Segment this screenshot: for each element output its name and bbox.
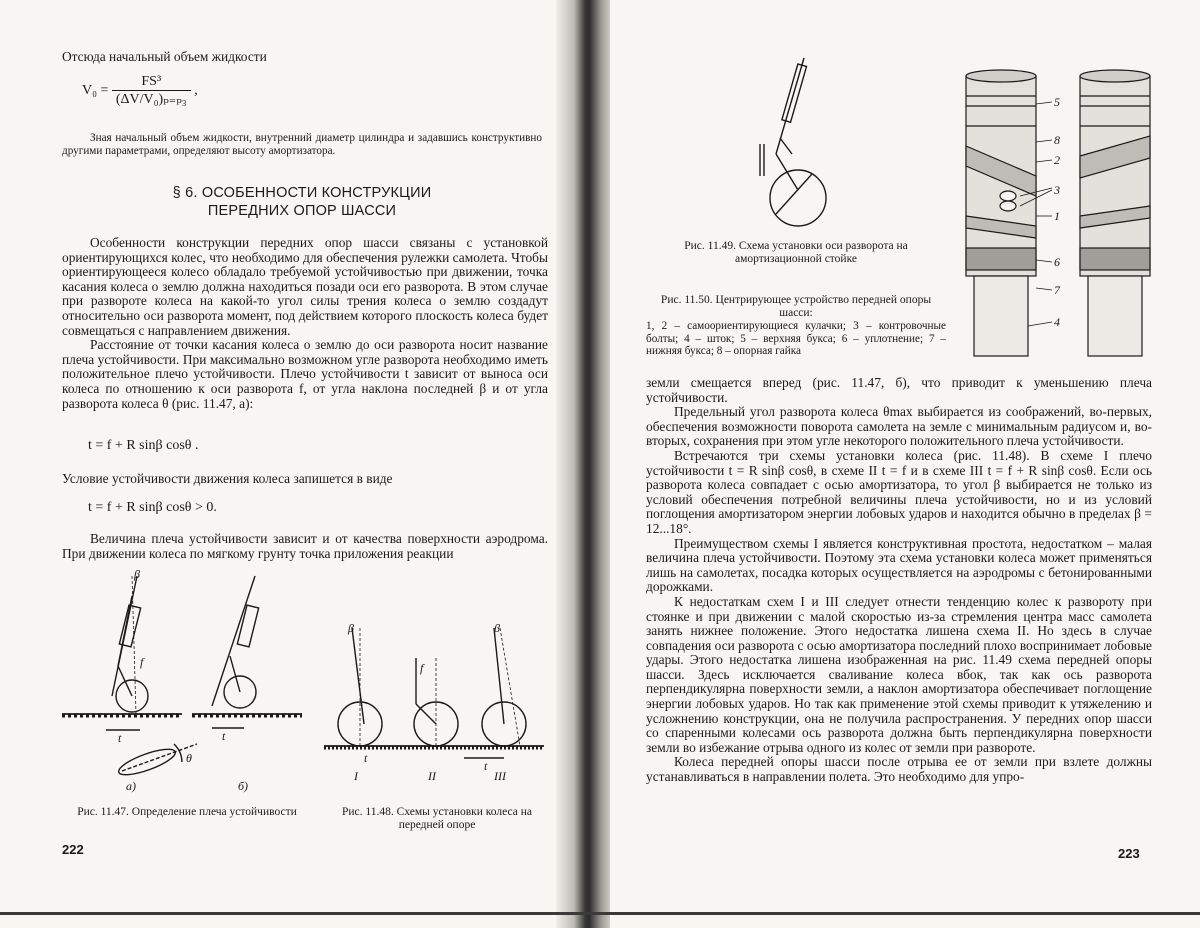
fig48-label-beta-1: β <box>348 621 354 635</box>
figure-11-50 <box>960 66 1190 366</box>
right-page-number: 223 <box>1118 846 1140 861</box>
formula-v0-tail: , <box>194 83 198 99</box>
formula-1: t = f + R sinβ cosθ . <box>88 438 199 453</box>
left-body <box>62 236 548 411</box>
fig48-label-t3: t <box>484 759 488 773</box>
right-para-6: Колеса передней опоры шасси после отрыва ее от земли при взлете должны устанавливаться в направлении полета. Это необходимо для упро- <box>646 754 1152 785</box>
right-body <box>646 376 1152 785</box>
section-heading <box>62 184 542 220</box>
fig50-label-1: 1 <box>1054 209 1060 223</box>
section-heading-line2: ПЕРЕДНИХ ОПОР ШАССИ <box>207 203 397 219</box>
fig47-label-t: t <box>118 731 122 745</box>
right-para-1: земли смещается вперед (рис. 11.47, б), что приводит к уменьшению плеча устойчивости. <box>646 375 1152 405</box>
fig47-label-t2: t <box>222 729 226 743</box>
section-heading-line1: § 6. ОСОБЕННОСТИ КОНСТРУКЦИИ <box>172 185 432 201</box>
right-para-3: Встречаются три схемы установки колеса (рис. 11.48). В схеме I плечо устойчивости t = R sinβ cosθ, в схеме II t = f и в схеме III t = f + R sinβ cosθ. Если ось разворота колеса совпадает с осью амортизатора, то угол β выбирается не только из условий обеспечения потребной величины плеча устойчивости, но и из условий поглощения амортизатором энергии лобовых ударов и находится обычно в пределах β = 12...18°. <box>646 447 1152 536</box>
fig50-label-2: 2 <box>1054 153 1060 167</box>
fig50-label-3: 3 <box>1054 183 1060 197</box>
figure-11-47 <box>62 566 322 796</box>
fig48-label-III: III <box>494 769 506 783</box>
figure-11-48 <box>324 618 544 788</box>
left-para-3: Условие устойчивости движения колеса запишется в виде <box>62 471 393 486</box>
left-para-2: Расстояние от точки касания колеса о землю до оси разворота носит название плеча устойчивости. При максимально возможном угле разворота необходимо иметь положительное плечо устойчивости. Плечо устойчивости t зависит от выноса оси колеса по отношению к оси разворота f, от угла наклона последней β и от угла разворота колеса θ (рис. 11.47, а): <box>62 337 548 411</box>
fig50-label-6: 6 <box>1054 255 1060 269</box>
fig50-label-4: 4 <box>1054 315 1060 329</box>
right-para-2: Предельный угол разворота колеса θmax выбирается из соображений, во-первых, обеспечения возможности поворота самолета на земле с минимальным радиусом и, во-вторых, сохранения при этом угле некоторого положительного плеча устойчивости. <box>646 404 1152 449</box>
fig47-label-beta: β <box>134 567 140 581</box>
fig47-caption: Рис. 11.47. Определение плеча устойчивости <box>77 806 297 818</box>
fig47-label-a: а) <box>126 779 136 793</box>
figure-11-49 <box>750 58 870 228</box>
fig50-caption-title: Рис. 11.50. Центрирующее устройство передней опоры шасси: <box>660 294 932 319</box>
fig48-label-t: t <box>364 751 368 765</box>
intro-line: Отсюда начальный объем жидкости <box>62 49 267 64</box>
left-page-number: 222 <box>62 842 84 857</box>
fig49-caption: Рис. 11.49. Схема установки оси разворота на амортизационной стойке <box>684 240 908 265</box>
bottom-edge <box>0 912 1200 915</box>
formula-v0-fraction <box>112 74 191 108</box>
fig48-label-f: f <box>420 661 424 675</box>
fig48-caption: Рис. 11.48. Схемы установки колеса на передней опоре <box>341 806 532 831</box>
fig50-label-5: 5 <box>1054 95 1060 109</box>
right-para-4: Преимуществом схемы I является конструктивная простота, недостатком – малая величина плеча устойчивости. Поэтому эта схема установки колеса может применяться лишь на самолетах, посадка которых осуществляется на аэродромы с бетонированными дорожками. <box>646 535 1152 595</box>
left-para-1: Особенности конструкции передних опор шасси связаны с установкой ориентирующихся колес, что необходимо для обеспечения рулежки самолета. Чтобы ориентирующееся колесо обладало требуемой устойчивостью при движении, точка касания колеса о землю должна находиться позади оси его разворота. В этом случае при развороте колеса на какой-то угол силы трения колеса о землю создадут относительно оси разворота момент, под действием которого плоскость колеса будет совмещаться с направлением движения. <box>62 235 548 338</box>
formula-v0 <box>82 74 198 108</box>
fig47-label-f: f <box>140 655 144 669</box>
fig48-label-beta-3: β <box>494 621 500 635</box>
fig48-label-II: II <box>428 769 436 783</box>
book-gutter <box>556 0 616 928</box>
fig50-label-7: 7 <box>1054 283 1060 297</box>
fig50-label-8: 8 <box>1054 133 1060 147</box>
formula-v0-denominator: (ΔV/V₀)ₚ₌ₚ₃ <box>115 92 187 107</box>
fig47-label-theta: θ <box>186 751 192 765</box>
left-para-4: Величина плеча устойчивости зависит и от качества поверхности аэродрома. При движении колеса по мягкому грунту точка приложения реакции <box>62 531 548 561</box>
right-page <box>610 0 1200 928</box>
para-after-formula: Зная начальный объем жидкости, внутренний диаметр цилиндра и задавшись конструктивно другими параметрами, определяют высоту амортизатора. <box>62 132 542 157</box>
fig48-label-I: I <box>354 769 358 783</box>
right-para-5: К недостаткам схем I и III следует отнести тенденцию колес к развороту при стоянке и при движении с малой скоростью из-за стремления центра масс самолета занять нижнее положение. Этого недостатка лишена схема II. Но здесь в случае совпадения оси разворота с осью амортизатора последний плохо воспринимает лобовые удары. Этого недостатка лишена изображенная на рис. 11.49 схема передней опоры шасси. Здесь исключается сваливание колеса вбок, так как ось разворота перпендикулярна поверхности земли, а наклон амортизатора обеспечивает поглощение энергии лобовых ударов. Но так как применение этой схемы приводит к утяжелению и усложнению конструкции, она не получила распространения. У передних опор шасси со спаренными колесами ось разворота должна быть перпендикулярна поверхности земли во избежание отрыва одного из колес от земли при развороте. <box>646 593 1153 755</box>
fig50-caption-legend: 1, 2 – самоориентирующиеся кулачки; 3 – контровочные болты; 4 – шток; 5 – верхняя букса; 6 – уплотнение; 7 – нижняя букса; 8 – опорная гайка <box>646 320 946 357</box>
fig47-label-b: б) <box>238 779 249 793</box>
left-page <box>0 0 568 928</box>
formula-2: t = f + R sinβ cosθ > 0. <box>88 500 217 515</box>
formula-v0-lhs: V₀ = <box>82 83 109 99</box>
formula-v0-numerator: FS³ <box>112 74 191 91</box>
